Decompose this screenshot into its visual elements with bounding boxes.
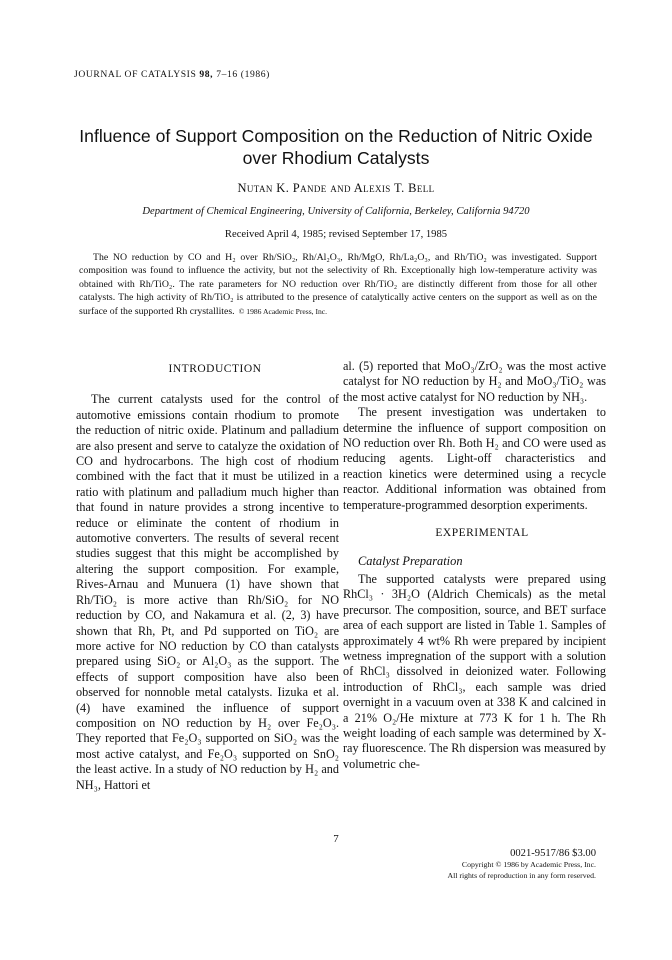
title-line-1: Influence of Support Composition on the Reduction of Nitric Oxide xyxy=(79,126,593,146)
copyright-footer xyxy=(447,848,596,881)
abstract-copyright: © 1986 Academic Press, Inc. xyxy=(238,306,328,316)
catalyst-preparation-subheading: Catalyst Preparation xyxy=(358,554,463,569)
footer-rights: All rights of reproduction in any form reserved. xyxy=(447,871,596,880)
left-column xyxy=(76,362,339,793)
abstract xyxy=(79,251,597,318)
paper-title xyxy=(40,125,632,169)
experimental-paragraph-1: The supported catalysts were prepared using RhCl₃ · 3H₂O (Aldrich Chemicals) as the metal precursor. The composition, source, and BET surface area of each support are listed in Table 1. Samples of approximately 4 wt% Rh were prepared by incipient wetness impregnation of the support with a solution of RhCl₃ dissolved in deionized water. Following introduction of RhCl₃, each sample was dried overnight in a vacuum oven at 338 K and calcined in a 21% O₂/He mixture at 773 K for 1 h. The Rh weight loading of each sample was determined by X-ray fluorescence. The Rh dispersion was measured by volumetric che- xyxy=(343,571,606,771)
received-dates: Received April 4, 1985; revised September 17, 1985 xyxy=(224,229,448,240)
journal-name: JOURNAL OF CATALYSIS xyxy=(74,69,197,80)
introduction-paragraph-1-continued: al. (5) reported that MoO₃/ZrO₂ was the most active catalyst for NO reduction by H₂ and MoO₃/TiO₂ was the most active catalyst for NO reduction by NH₃. xyxy=(343,359,606,404)
right-column xyxy=(343,359,606,772)
journal-header xyxy=(74,69,270,80)
affiliation: Department of Chemical Engineering, University of California, Berkeley, California 94720 xyxy=(142,206,530,217)
footer-copyright: Copyright © 1986 by Academic Press, Inc. xyxy=(461,860,596,869)
authors: Nutan K. Pande and Alexis T. Bell xyxy=(237,181,435,195)
introduction-paragraph-2: The present investigation was undertaken to determine the influence of support composition on NO reduction over Rh. Both H₂ and CO were used as reducing agents. Light-off characteristics and reaction kinetics were determined using a recycle reactor. Additional information was obtained from temperature-programmed desorption experiments. xyxy=(343,405,606,512)
introduction-heading: INTRODUCTION xyxy=(168,363,262,375)
page-number: 7 xyxy=(333,833,339,845)
title-line-2: over Rhodium Catalysts xyxy=(242,148,430,168)
abstract-text: The NO reduction by CO and H₂ over Rh/SiO₂, Rh/Al₂O₃, Rh/MgO, Rh/La₂O₃, and Rh/TiO₂ was investigated. Support composition was found to influence the activity, but not the selectivity of Rh. Exceptionally high low-temperature activity was obtained with Rh/TiO₂. The rate parameters for NO reduction over Rh/TiO₂ are distinctly different from those for all other catalysts. The high activity of Rh/TiO₂ is attributed to the presence of catalytically active centers on the support as well as on the surface of the supported Rh crystallites. xyxy=(79,252,597,317)
issn-price: 0021-9517/86 $3.00 xyxy=(510,848,596,859)
experimental-heading: EXPERIMENTAL xyxy=(435,527,529,540)
introduction-paragraph-1: The current catalysts used for the control of automotive emissions contain rhodium to promote the reduction of nitric oxide. Platinum and palladium are also present and serve to catalyze the oxidation of CO and hydrocarbons. The high cost of rhodium combined with the fact that it must be utilized in a ratio with platinum and palladium much higher than that found in nature provides a strong incentive to reduce or eliminate the content of rhodium in automotive converters. The results of several recent studies suggest that this might be accomplished by altering the support composition. For example, Rives-Arnau and Munuera (1) have shown that Rh/TiO₂ is more active than Rh/SiO₂ for NO reduction by CO, and Nakamura et al. (2, 3) have shown that Rh, Pt, and Pd supported on TiO₂ are more active for NO reduction by CO than catalysts prepared using SiO₂ or Al₂O₃ as the support. The effects of support composition have also been observed for nonnoble metal catalysts. Iizuka et al. (4) have examined the influence of support composition on NO reduction by H₂ over Fe₂O₃. They reported that Fe₂O₃ supported on SiO₂ was the most active catalyst, and Fe₂O₃ supported on SnO₂ the least active. In a study of NO reduction by H₂ and NH₃, Hattori et xyxy=(76,392,339,792)
journal-volume: 98, xyxy=(199,69,214,80)
journal-pages: 7–16 (1986) xyxy=(216,69,270,80)
